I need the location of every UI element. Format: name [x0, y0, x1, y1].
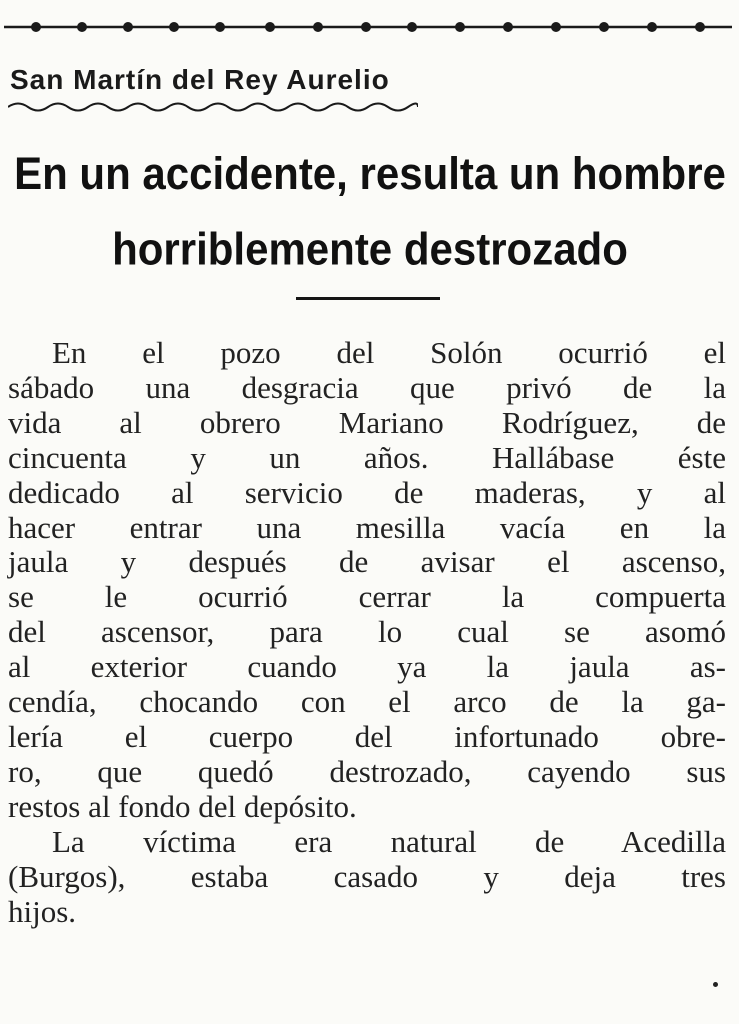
article-line: cendía, chocando con el arco de la ga- — [8, 684, 726, 720]
article-line: se le ocurrió cerrar la compuerta — [8, 579, 726, 615]
article-line: En el pozo del Solón ocurrió el — [52, 335, 726, 370]
headline-line: horriblemente destrozado — [112, 223, 628, 275]
headline-line: En un accidente, resulta un hombre — [14, 147, 726, 199]
print-speck — [713, 982, 718, 987]
article-line: La víctima era natural de Acedilla — [52, 823, 726, 859]
article-line: (Burgos), estaba casado y deja tres — [8, 858, 726, 894]
article-line: del ascensor, para lo cual se asomó — [8, 614, 726, 650]
article-line: cincuenta y un años. Hallábase éste — [8, 439, 726, 475]
headline — [6, 136, 734, 287]
article-line: vida al obrero Mariano Rodríguez, de — [8, 404, 726, 440]
wavy-underline — [8, 100, 418, 114]
article-line: hacer entrar una mesilla vacía en la — [8, 509, 726, 545]
article-line: restos al fondo del depósito. — [8, 788, 357, 824]
article-line: hijos. — [8, 893, 77, 929]
article-line: ro, que quedó destrozado, cayendo sus — [8, 753, 726, 789]
article-line: al exterior cuando ya la jaula as- — [8, 649, 726, 685]
headline-divider — [296, 297, 440, 300]
section-heading: San Martín del Rey Aurelio — [10, 64, 390, 95]
ornamental-top-rule — [4, 14, 732, 40]
article-line: lería el cuerpo del infortunado obre- — [8, 718, 726, 754]
article-line: dedicado al servicio de maderas, y al — [8, 474, 726, 510]
article-body — [8, 336, 726, 929]
article-line: sábado una desgracia que privó de la — [8, 369, 726, 405]
article-line: jaula y después de avisar el ascenso, — [8, 544, 726, 580]
